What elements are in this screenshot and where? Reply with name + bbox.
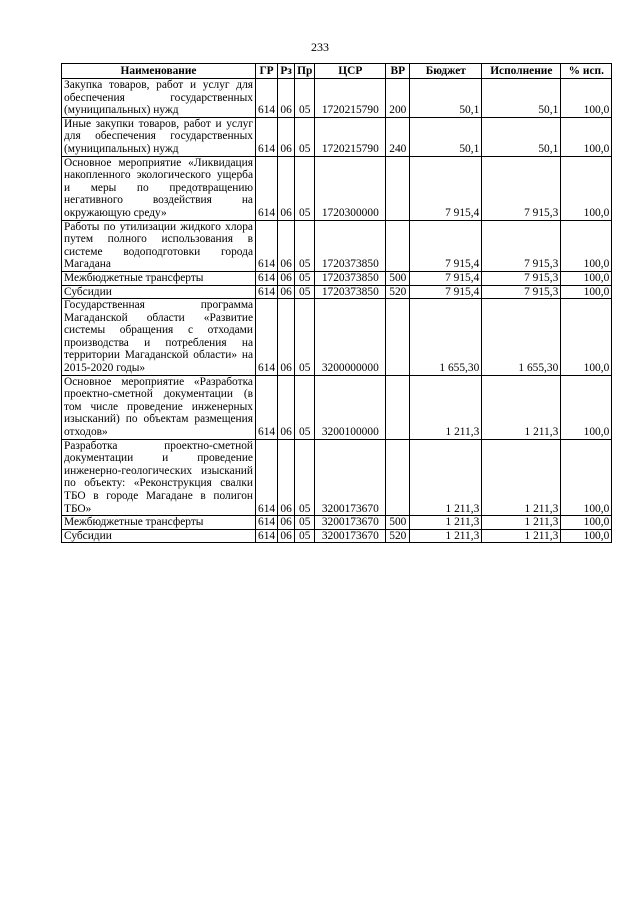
cell-budget: 7 915,4 xyxy=(410,271,482,285)
table-row xyxy=(62,156,612,220)
cell-budget: 7 915,4 xyxy=(410,220,482,271)
cell-csr: 3200173670 xyxy=(315,439,386,516)
cell-gr: 614 xyxy=(256,156,278,220)
cell-gr: 614 xyxy=(256,271,278,285)
cell-csr: 1720373850 xyxy=(315,285,386,299)
cell-budget: 1 211,3 xyxy=(410,375,482,439)
cell-csr: 3200173670 xyxy=(315,529,386,543)
header-gr: ГР xyxy=(256,64,278,79)
cell-execution: 1 211,3 xyxy=(482,529,561,543)
cell-percent: 100,0 xyxy=(561,79,612,118)
cell-csr: 1720215790 xyxy=(315,117,386,156)
cell-percent: 100,0 xyxy=(561,529,612,543)
cell-percent: 100,0 xyxy=(561,220,612,271)
cell-vr xyxy=(386,439,410,516)
cell-name: Основное мероприятие «Разработка проектно-сметной документации (в том числе проведение инженерных изысканий) по объектам размещения отходов» xyxy=(62,375,256,439)
cell-pr: 05 xyxy=(295,299,315,376)
page-number: 233 xyxy=(311,40,329,54)
cell-percent: 100,0 xyxy=(561,285,612,299)
cell-percent: 100,0 xyxy=(561,299,612,376)
cell-rz: 06 xyxy=(278,516,295,530)
table-row xyxy=(62,285,612,299)
cell-budget: 1 211,3 xyxy=(410,516,482,530)
cell-execution: 1 211,3 xyxy=(482,516,561,530)
cell-budget: 7 915,4 xyxy=(410,285,482,299)
cell-name: Межбюджетные трансферты xyxy=(62,271,256,285)
cell-gr: 614 xyxy=(256,375,278,439)
cell-percent: 100,0 xyxy=(561,375,612,439)
table-row xyxy=(62,117,612,156)
header-csr: ЦСР xyxy=(315,64,386,79)
header-percent: % исп. xyxy=(561,64,612,79)
cell-budget: 7 915,4 xyxy=(410,156,482,220)
cell-csr: 1720215790 xyxy=(315,79,386,118)
cell-name: Закупка товаров, работ и услуг для обеспечения государственных (муниципальных) нужд xyxy=(62,79,256,118)
cell-gr: 614 xyxy=(256,285,278,299)
cell-name: Разработка проектно-сметной документации и проведение инженерно-геологических изысканий по объекту: «Реконструкция свалки ТБО в городе Магадане в полигон ТБО» xyxy=(62,439,256,516)
cell-percent: 100,0 xyxy=(561,156,612,220)
cell-execution: 50,1 xyxy=(482,79,561,118)
cell-pr: 05 xyxy=(295,285,315,299)
header-execution: Исполнение xyxy=(482,64,561,79)
cell-name: Государственная программа Магаданской области «Развитие системы обращения с отходами производства и потребления на территории Магаданской области» на 2015-2020 годы» xyxy=(62,299,256,376)
cell-csr: 3200000000 xyxy=(315,299,386,376)
cell-name: Иные закупки товаров, работ и услуг для обеспечения государственных (муниципальных) нужд xyxy=(62,117,256,156)
cell-pr: 05 xyxy=(295,156,315,220)
table-row xyxy=(62,529,612,543)
cell-percent: 100,0 xyxy=(561,439,612,516)
cell-vr: 500 xyxy=(386,516,410,530)
cell-pr: 05 xyxy=(295,439,315,516)
cell-gr: 614 xyxy=(256,516,278,530)
cell-budget: 50,1 xyxy=(410,117,482,156)
table-body xyxy=(62,79,612,543)
cell-rz: 06 xyxy=(278,285,295,299)
cell-gr: 614 xyxy=(256,220,278,271)
cell-rz: 06 xyxy=(278,529,295,543)
cell-budget: 1 211,3 xyxy=(410,439,482,516)
cell-csr: 3200100000 xyxy=(315,375,386,439)
cell-pr: 05 xyxy=(295,117,315,156)
cell-gr: 614 xyxy=(256,529,278,543)
cell-execution: 1 211,3 xyxy=(482,439,561,516)
table-row xyxy=(62,439,612,516)
header-pr: Пр xyxy=(295,64,315,79)
cell-csr: 3200173670 xyxy=(315,516,386,530)
cell-name: Работы по утилизации жидкого хлора путем полного использования в системе водоподготовки города Магадана xyxy=(62,220,256,271)
cell-execution: 1 211,3 xyxy=(482,375,561,439)
cell-pr: 05 xyxy=(295,271,315,285)
cell-vr xyxy=(386,375,410,439)
cell-rz: 06 xyxy=(278,117,295,156)
table-row xyxy=(62,375,612,439)
cell-rz: 06 xyxy=(278,220,295,271)
cell-gr: 614 xyxy=(256,439,278,516)
header-rz: Рз xyxy=(278,64,295,79)
cell-gr: 614 xyxy=(256,299,278,376)
header-vr: ВР xyxy=(386,64,410,79)
header-name: Наименование xyxy=(62,64,256,79)
cell-percent: 100,0 xyxy=(561,117,612,156)
cell-name: Основное мероприятие «Ликвидация накопленного экологического ущерба и меры по предотвращению негативного воздействия на окружающую среду» xyxy=(62,156,256,220)
cell-name: Межбюджетные трансферты xyxy=(62,516,256,530)
cell-rz: 06 xyxy=(278,439,295,516)
cell-execution: 7 915,3 xyxy=(482,285,561,299)
cell-vr: 520 xyxy=(386,529,410,543)
cell-pr: 05 xyxy=(295,375,315,439)
cell-csr: 1720300000 xyxy=(315,156,386,220)
cell-name: Субсидии xyxy=(62,285,256,299)
table-header-row xyxy=(62,64,612,79)
cell-vr xyxy=(386,156,410,220)
cell-execution: 7 915,3 xyxy=(482,156,561,220)
cell-vr xyxy=(386,299,410,376)
header-budget: Бюджет xyxy=(410,64,482,79)
cell-pr: 05 xyxy=(295,529,315,543)
cell-percent: 100,0 xyxy=(561,516,612,530)
cell-execution: 1 655,30 xyxy=(482,299,561,376)
cell-vr xyxy=(386,220,410,271)
table-row xyxy=(62,299,612,376)
table-row xyxy=(62,79,612,118)
cell-csr: 1720373850 xyxy=(315,220,386,271)
cell-execution: 7 915,3 xyxy=(482,271,561,285)
cell-rz: 06 xyxy=(278,79,295,118)
table-row xyxy=(62,220,612,271)
cell-budget: 1 655,30 xyxy=(410,299,482,376)
cell-vr: 200 xyxy=(386,79,410,118)
cell-gr: 614 xyxy=(256,79,278,118)
cell-vr: 520 xyxy=(386,285,410,299)
cell-vr: 240 xyxy=(386,117,410,156)
table-row xyxy=(62,516,612,530)
cell-rz: 06 xyxy=(278,271,295,285)
cell-execution: 50,1 xyxy=(482,117,561,156)
cell-rz: 06 xyxy=(278,299,295,376)
cell-rz: 06 xyxy=(278,375,295,439)
cell-vr: 500 xyxy=(386,271,410,285)
cell-gr: 614 xyxy=(256,117,278,156)
cell-csr: 1720373850 xyxy=(315,271,386,285)
cell-percent: 100,0 xyxy=(561,271,612,285)
cell-budget: 50,1 xyxy=(410,79,482,118)
cell-budget: 1 211,3 xyxy=(410,529,482,543)
cell-name: Субсидии xyxy=(62,529,256,543)
cell-pr: 05 xyxy=(295,220,315,271)
budget-table xyxy=(61,63,612,543)
cell-rz: 06 xyxy=(278,156,295,220)
cell-execution: 7 915,3 xyxy=(482,220,561,271)
cell-pr: 05 xyxy=(295,79,315,118)
cell-pr: 05 xyxy=(295,516,315,530)
table-row xyxy=(62,271,612,285)
